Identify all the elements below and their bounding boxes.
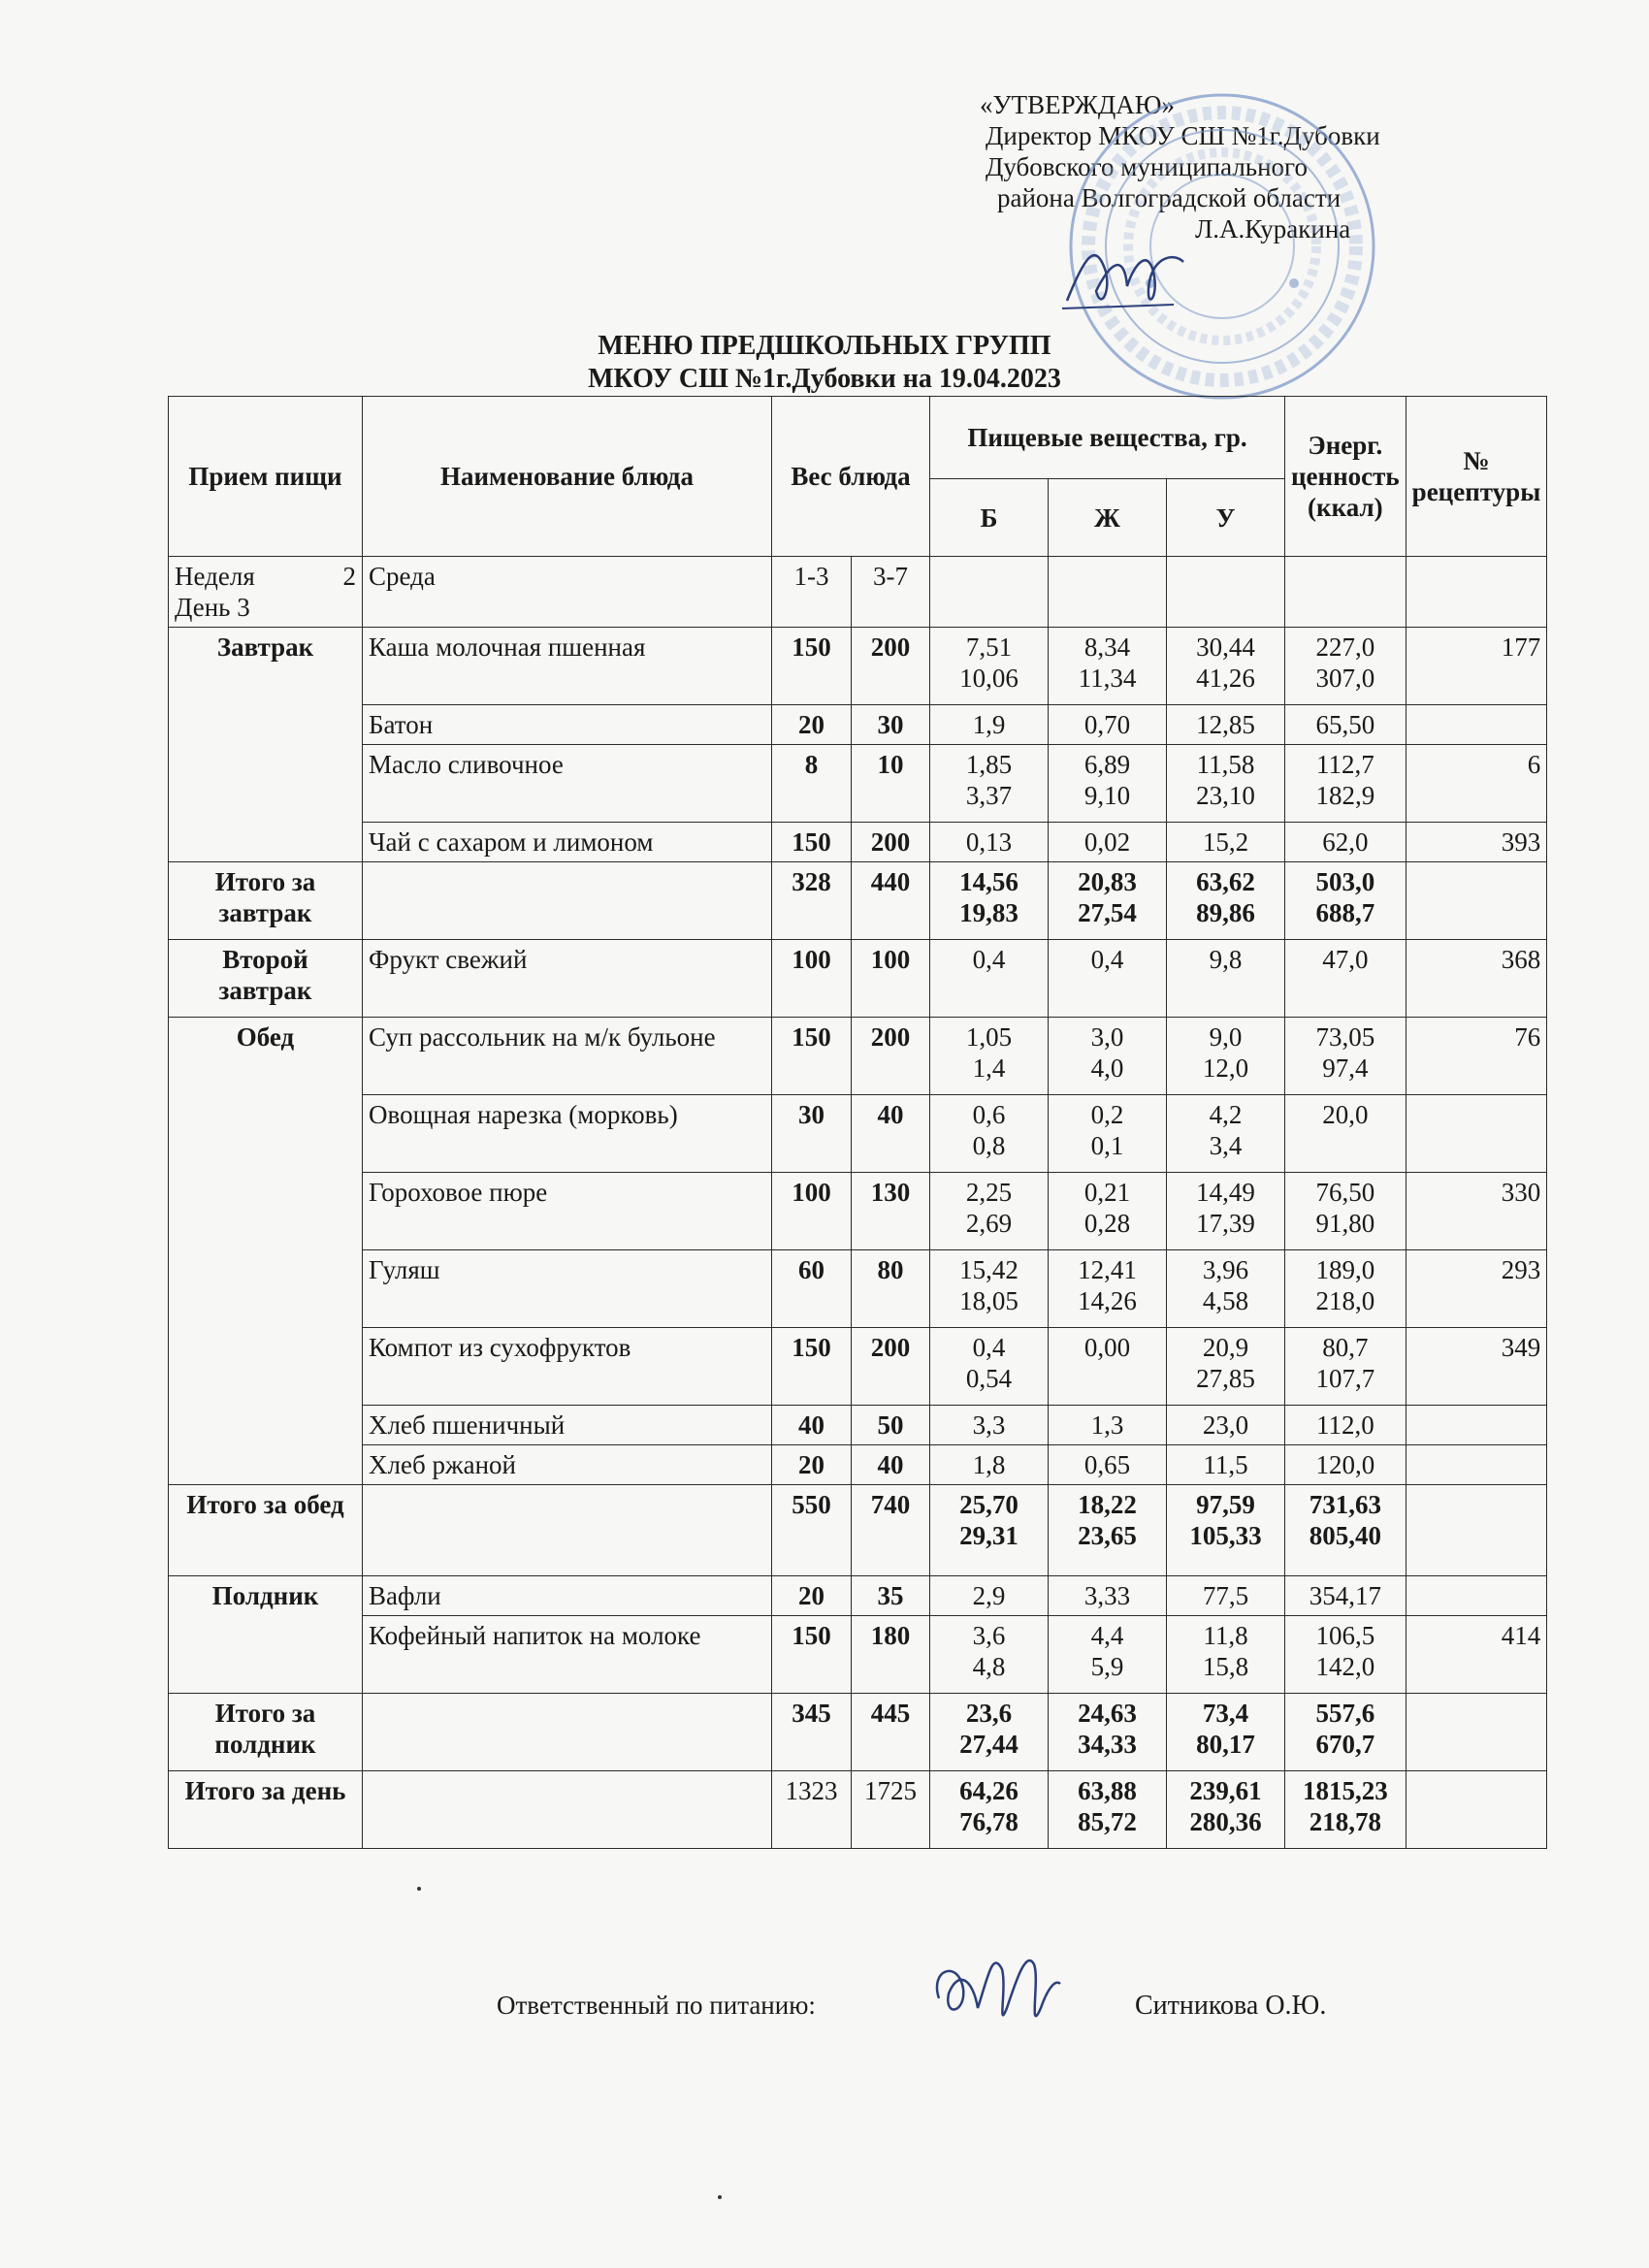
energy-cell bbox=[1285, 745, 1406, 823]
recipe-number bbox=[1406, 1095, 1547, 1173]
fat-1-3: 24,63 bbox=[1078, 1699, 1137, 1728]
energy-1-3: 73,05 bbox=[1315, 1022, 1375, 1052]
energy-3-7: 688,7 bbox=[1315, 898, 1375, 927]
energy-cell bbox=[1285, 1328, 1406, 1406]
protein-1-3: 23,6 bbox=[965, 1699, 1013, 1728]
carbs-1-3: 97,59 bbox=[1196, 1490, 1255, 1519]
energy-cell bbox=[1285, 628, 1406, 705]
fat-cell bbox=[1049, 1694, 1167, 1771]
energy-1-3: 227,0 bbox=[1315, 632, 1375, 662]
weight-1-3: 8 bbox=[772, 745, 852, 823]
carbs-3-7: 23,10 bbox=[1196, 781, 1255, 810]
responsible-name: Ситникова О.Ю. bbox=[1135, 1991, 1327, 2021]
fat-3-7: 34,33 bbox=[1078, 1730, 1137, 1759]
carbs-cell bbox=[1167, 1694, 1285, 1771]
carbs-1-3: 9,0 bbox=[1209, 1022, 1243, 1052]
table-row bbox=[169, 940, 1547, 1018]
energy-1-3: 112,7 bbox=[1315, 750, 1374, 779]
energy-cell bbox=[1285, 1694, 1406, 1771]
fat-cell bbox=[1049, 745, 1167, 823]
dish-name: Компот из сухофруктов bbox=[363, 1328, 772, 1406]
energy-1-3: 47,0 bbox=[1285, 940, 1406, 1018]
weight-1-3: 60 bbox=[772, 1250, 852, 1328]
fat-3-7: 85,72 bbox=[1078, 1807, 1137, 1836]
protein-cell bbox=[930, 1694, 1049, 1771]
recipe-number: 349 bbox=[1406, 1328, 1547, 1406]
protein-cell bbox=[930, 1616, 1049, 1694]
week-row bbox=[169, 557, 1547, 628]
table-row bbox=[169, 823, 1547, 862]
fat-1-3: 12,41 bbox=[1078, 1255, 1137, 1284]
protein-3-7: 29,31 bbox=[959, 1521, 1018, 1550]
header-meal: Прием пищи bbox=[169, 397, 363, 557]
protein-1-3: 64,26 bbox=[959, 1776, 1018, 1805]
age-group-1: 1-3 bbox=[772, 557, 852, 628]
carbs-3-7: 280,36 bbox=[1189, 1807, 1262, 1836]
dish-name: Кофейный напиток на молоке bbox=[363, 1616, 772, 1694]
header-dish: Наименование блюда bbox=[363, 397, 772, 557]
total-label: Итого за день bbox=[169, 1771, 363, 1849]
weight-3-7: 10 bbox=[852, 745, 930, 823]
menu-subtitle: МКОУ СШ №1г.Дубовки на 19.04.2023 bbox=[588, 364, 1061, 394]
fat-3-7: 23,65 bbox=[1078, 1521, 1137, 1550]
fat-3-7: 0,28 bbox=[1083, 1209, 1131, 1238]
weight-1-3: 150 bbox=[772, 823, 852, 862]
protein-cell bbox=[930, 745, 1049, 823]
fat-cell bbox=[1049, 1173, 1167, 1250]
energy-1-3: 354,17 bbox=[1285, 1576, 1406, 1616]
recipe-number: 177 bbox=[1406, 628, 1547, 705]
dish-name: Гуляш bbox=[363, 1250, 772, 1328]
energy-cell bbox=[1285, 1250, 1406, 1328]
carbs-cell bbox=[1167, 1485, 1285, 1576]
protein-1-3: 7,51 bbox=[965, 632, 1013, 662]
table-row bbox=[169, 1445, 1547, 1485]
lunch-total-row bbox=[169, 1485, 1547, 1576]
week-number: 2 bbox=[342, 562, 356, 591]
recipe-number: 414 bbox=[1406, 1616, 1547, 1694]
header-nutrients: Пищевые вещества, гр. bbox=[930, 397, 1285, 479]
header-weight: Вес блюда bbox=[772, 397, 930, 557]
fat-1-3: 20,83 bbox=[1078, 867, 1137, 896]
table-row bbox=[169, 1250, 1547, 1328]
carbs-3-7: 4,58 bbox=[1202, 1286, 1249, 1315]
table-row bbox=[169, 745, 1547, 823]
weight-1-3: 100 bbox=[772, 1173, 852, 1250]
weight-3-7: 30 bbox=[852, 705, 930, 745]
carbs-1-3: 14,49 bbox=[1196, 1178, 1255, 1207]
total-label: Итого за завтрак bbox=[169, 862, 363, 940]
fat-cell bbox=[1049, 1485, 1167, 1576]
energy-cell bbox=[1285, 1771, 1406, 1849]
protein-1-3: 1,9 bbox=[930, 705, 1049, 745]
weight-3-7: 200 bbox=[852, 1018, 930, 1095]
fat-1-3: 0,02 bbox=[1049, 823, 1167, 862]
day-label: День 3 bbox=[175, 593, 250, 622]
weight-1-3: 150 bbox=[772, 1328, 852, 1406]
recipe-number: 393 bbox=[1406, 823, 1547, 862]
approval-district: Дубовского муниципального bbox=[986, 152, 1308, 181]
dish-name: Овощная нарезка (морковь) bbox=[363, 1095, 772, 1173]
weight-1-3: 1323 bbox=[772, 1771, 852, 1849]
protein-3-7: 10,06 bbox=[959, 664, 1018, 693]
fat-1-3: 4,4 bbox=[1090, 1621, 1124, 1650]
carbs-1-3: 15,2 bbox=[1167, 823, 1285, 862]
fat-1-3: 0,21 bbox=[1083, 1178, 1131, 1207]
carbs-cell bbox=[1167, 1250, 1285, 1328]
protein-1-3: 2,9 bbox=[930, 1576, 1049, 1616]
protein-1-3: 3,6 bbox=[972, 1621, 1006, 1650]
meal-snack: Полдник bbox=[169, 1576, 363, 1694]
approval-position: Директор МКОУ СШ №1г.Дубовки bbox=[986, 121, 1380, 150]
carbs-1-3: 11,5 bbox=[1167, 1445, 1285, 1485]
table-row bbox=[169, 1406, 1547, 1445]
dish-name: Хлеб пшеничный bbox=[363, 1406, 772, 1445]
dish-name: Гороховое пюре bbox=[363, 1173, 772, 1250]
carbs-1-3: 20,9 bbox=[1202, 1333, 1249, 1362]
protein-1-3: 14,56 bbox=[959, 867, 1018, 896]
fat-cell bbox=[1049, 862, 1167, 940]
fat-cell bbox=[1049, 1018, 1167, 1095]
menu-table bbox=[168, 396, 1547, 1849]
recipe-number bbox=[1406, 1576, 1547, 1616]
protein-3-7: 18,05 bbox=[959, 1286, 1018, 1315]
dish-name: Чай с сахаром и лимоном bbox=[363, 823, 772, 862]
weight-3-7: 50 bbox=[852, 1406, 930, 1445]
header-energy: Энерг. ценность (ккал) bbox=[1285, 397, 1406, 557]
carbs-3-7: 105,33 bbox=[1189, 1521, 1262, 1550]
dish-name: Каша молочная пшенная bbox=[363, 628, 772, 705]
energy-cell bbox=[1285, 1173, 1406, 1250]
protein-1-3: 1,05 bbox=[965, 1022, 1013, 1052]
carbs-1-3: 4,2 bbox=[1209, 1100, 1243, 1129]
weight-1-3: 328 bbox=[772, 862, 852, 940]
fat-1-3: 8,34 bbox=[1083, 632, 1131, 662]
weekday-cell: Среда bbox=[363, 557, 772, 628]
energy-cell bbox=[1285, 1616, 1406, 1694]
age-group-2: 3-7 bbox=[852, 557, 930, 628]
weight-1-3: 345 bbox=[772, 1694, 852, 1771]
protein-3-7: 2,69 bbox=[965, 1209, 1013, 1238]
carbs-1-3: 73,4 bbox=[1202, 1699, 1249, 1728]
carbs-1-3: 30,44 bbox=[1196, 632, 1255, 662]
table-row bbox=[169, 1173, 1547, 1250]
table-row bbox=[169, 705, 1547, 745]
protein-1-3: 25,70 bbox=[959, 1490, 1018, 1519]
carbs-1-3: 3,96 bbox=[1202, 1255, 1249, 1284]
recipe-number bbox=[1406, 705, 1547, 745]
energy-3-7: 91,80 bbox=[1315, 1209, 1375, 1238]
fat-3-7: 27,54 bbox=[1078, 898, 1137, 927]
energy-1-3: 112,0 bbox=[1285, 1406, 1406, 1445]
responsible-label: Ответственный по питанию: bbox=[497, 1991, 816, 2020]
carbs-3-7: 12,0 bbox=[1202, 1053, 1249, 1083]
recipe-number: 330 bbox=[1406, 1173, 1547, 1250]
protein-3-7: 1,4 bbox=[972, 1053, 1006, 1083]
recipe-number: 293 bbox=[1406, 1250, 1547, 1328]
weight-3-7: 200 bbox=[852, 628, 930, 705]
carbs-3-7: 3,4 bbox=[1209, 1131, 1243, 1160]
weight-3-7: 1725 bbox=[852, 1771, 930, 1849]
dish-name: Батон bbox=[363, 705, 772, 745]
fat-3-7: 4,0 bbox=[1090, 1053, 1124, 1083]
table-row bbox=[169, 628, 1547, 705]
energy-1-3: 503,0 bbox=[1315, 867, 1375, 896]
header-carbs: У bbox=[1167, 479, 1285, 557]
fat-cell bbox=[1049, 1616, 1167, 1694]
weight-1-3: 30 bbox=[772, 1095, 852, 1173]
fat-1-3: 0,00 bbox=[1049, 1328, 1167, 1406]
protein-1-3: 0,4 bbox=[930, 940, 1049, 1018]
weight-1-3: 20 bbox=[772, 1445, 852, 1485]
protein-1-3: 1,8 bbox=[930, 1445, 1049, 1485]
energy-1-3: 189,0 bbox=[1315, 1255, 1375, 1284]
meal-breakfast: Завтрак bbox=[169, 628, 363, 862]
recipe-number bbox=[1406, 1406, 1547, 1445]
fat-1-3: 0,2 bbox=[1090, 1100, 1124, 1129]
week-cell bbox=[169, 557, 363, 628]
weight-3-7: 180 bbox=[852, 1616, 930, 1694]
protein-1-3: 0,4 bbox=[972, 1333, 1006, 1362]
weight-1-3: 150 bbox=[772, 1616, 852, 1694]
protein-3-7: 4,8 bbox=[972, 1652, 1006, 1681]
dish-name: Хлеб ржаной bbox=[363, 1445, 772, 1485]
recipe-number bbox=[1406, 1445, 1547, 1485]
week-label: Неделя bbox=[175, 562, 255, 591]
protein-cell bbox=[930, 862, 1049, 940]
fat-cell bbox=[1049, 1771, 1167, 1849]
table-row bbox=[169, 1095, 1547, 1173]
fat-cell bbox=[1049, 1250, 1167, 1328]
carbs-1-3: 77,5 bbox=[1167, 1576, 1285, 1616]
fat-3-7: 5,9 bbox=[1090, 1652, 1124, 1681]
carbs-cell bbox=[1167, 1018, 1285, 1095]
director-signature bbox=[1057, 233, 1193, 320]
approval-signer: Л.А.Куракина bbox=[1195, 214, 1351, 243]
total-label: Итого за полдник bbox=[169, 1694, 363, 1771]
weight-3-7: 200 bbox=[852, 823, 930, 862]
protein-1-3: 2,25 bbox=[965, 1178, 1013, 1207]
protein-cell bbox=[930, 1095, 1049, 1173]
protein-3-7: 27,44 bbox=[959, 1730, 1018, 1759]
carbs-1-3: 9,8 bbox=[1167, 940, 1285, 1018]
recipe-number: 6 bbox=[1406, 745, 1547, 823]
carbs-1-3: 11,58 bbox=[1196, 750, 1255, 779]
fat-1-3: 0,70 bbox=[1049, 705, 1167, 745]
carbs-1-3: 239,61 bbox=[1189, 1776, 1262, 1805]
weight-3-7: 100 bbox=[852, 940, 930, 1018]
fat-1-3: 3,33 bbox=[1049, 1576, 1167, 1616]
weight-1-3: 150 bbox=[772, 1018, 852, 1095]
carbs-1-3: 63,62 bbox=[1196, 867, 1255, 896]
energy-1-3: 120,0 bbox=[1285, 1445, 1406, 1485]
snack-total-row bbox=[169, 1694, 1547, 1771]
energy-3-7: 97,4 bbox=[1322, 1053, 1369, 1083]
energy-1-3: 76,50 bbox=[1315, 1178, 1375, 1207]
fat-3-7: 11,34 bbox=[1078, 664, 1137, 693]
carbs-1-3: 12,85 bbox=[1167, 705, 1285, 745]
table-row bbox=[169, 1576, 1547, 1616]
fat-1-3: 0,65 bbox=[1049, 1445, 1167, 1485]
energy-cell bbox=[1285, 1018, 1406, 1095]
dish-name: Суп рассольник на м/к бульоне bbox=[363, 1018, 772, 1095]
carbs-3-7: 15,8 bbox=[1202, 1652, 1249, 1681]
meal-second-breakfast: Второй завтрак bbox=[169, 940, 363, 1018]
weight-3-7: 40 bbox=[852, 1095, 930, 1173]
header-fat: Ж bbox=[1049, 479, 1167, 557]
fat-3-7: 14,26 bbox=[1078, 1286, 1137, 1315]
table-row bbox=[169, 1018, 1547, 1095]
responsible-signature bbox=[920, 1940, 1065, 2047]
energy-3-7: 218,0 bbox=[1315, 1286, 1375, 1315]
energy-3-7: 218,78 bbox=[1309, 1807, 1381, 1836]
energy-3-7: 670,7 bbox=[1315, 1730, 1375, 1759]
energy-3-7: 142,0 bbox=[1315, 1652, 1375, 1681]
carbs-1-3: 11,8 bbox=[1203, 1621, 1248, 1650]
table-row bbox=[169, 1328, 1547, 1406]
approval-header: «УТВЕРЖДАЮ» bbox=[980, 90, 1176, 119]
energy-3-7: 307,0 bbox=[1315, 664, 1375, 693]
weight-1-3: 20 bbox=[772, 705, 852, 745]
protein-3-7: 19,83 bbox=[959, 898, 1018, 927]
energy-3-7: 805,40 bbox=[1309, 1521, 1381, 1550]
total-label: Итого за обед bbox=[169, 1485, 363, 1576]
energy-3-7: 107,7 bbox=[1315, 1364, 1375, 1393]
protein-1-3: 15,42 bbox=[959, 1255, 1018, 1284]
fat-3-7: 9,10 bbox=[1083, 781, 1131, 810]
carbs-cell bbox=[1167, 1771, 1285, 1849]
energy-1-3: 65,50 bbox=[1285, 705, 1406, 745]
carbs-cell bbox=[1167, 628, 1285, 705]
carbs-cell bbox=[1167, 862, 1285, 940]
fat-1-3: 0,4 bbox=[1049, 940, 1167, 1018]
weight-3-7: 40 bbox=[852, 1445, 930, 1485]
weight-1-3: 20 bbox=[772, 1576, 852, 1616]
carbs-3-7: 17,39 bbox=[1196, 1209, 1255, 1238]
fat-1-3: 1,3 bbox=[1049, 1406, 1167, 1445]
weight-3-7: 445 bbox=[852, 1694, 930, 1771]
fat-1-3: 63,88 bbox=[1078, 1776, 1137, 1805]
dish-name: Фрукт свежий bbox=[363, 940, 772, 1018]
protein-cell bbox=[930, 628, 1049, 705]
energy-1-3: 80,7 bbox=[1322, 1333, 1369, 1362]
energy-1-3: 731,63 bbox=[1309, 1490, 1381, 1519]
weight-1-3: 40 bbox=[772, 1406, 852, 1445]
protein-3-7: 76,78 bbox=[959, 1807, 1018, 1836]
table-row bbox=[169, 1616, 1547, 1694]
protein-cell bbox=[930, 1018, 1049, 1095]
protein-3-7: 0,54 bbox=[965, 1364, 1013, 1393]
meal-lunch: Обед bbox=[169, 1018, 363, 1485]
scan-dot bbox=[417, 1887, 421, 1891]
dish-name: Масло сливочное bbox=[363, 745, 772, 823]
carbs-3-7: 27,85 bbox=[1196, 1364, 1255, 1393]
protein-1-3: 0,13 bbox=[930, 823, 1049, 862]
weight-3-7: 440 bbox=[852, 862, 930, 940]
energy-3-7: 182,9 bbox=[1315, 781, 1375, 810]
protein-1-3: 3,3 bbox=[930, 1406, 1049, 1445]
energy-1-3: 1815,23 bbox=[1302, 1776, 1388, 1805]
carbs-cell bbox=[1167, 1173, 1285, 1250]
header-protein: Б bbox=[930, 479, 1049, 557]
carbs-3-7: 89,86 bbox=[1196, 898, 1255, 927]
protein-cell bbox=[930, 1328, 1049, 1406]
energy-cell bbox=[1285, 862, 1406, 940]
approval-region: района Волгоградской области bbox=[997, 183, 1342, 212]
fat-1-3: 6,89 bbox=[1083, 750, 1131, 779]
carbs-3-7: 41,26 bbox=[1196, 664, 1255, 693]
weight-1-3: 100 bbox=[772, 940, 852, 1018]
protein-3-7: 3,37 bbox=[965, 781, 1013, 810]
weight-3-7: 740 bbox=[852, 1485, 930, 1576]
protein-1-3: 0,6 bbox=[972, 1100, 1006, 1129]
energy-1-3: 62,0 bbox=[1285, 823, 1406, 862]
protein-3-7: 0,8 bbox=[972, 1131, 1006, 1160]
energy-1-3: 557,6 bbox=[1315, 1699, 1375, 1728]
day-total-row bbox=[169, 1771, 1547, 1849]
scan-dot bbox=[718, 2195, 722, 2199]
carbs-1-3: 23,0 bbox=[1167, 1406, 1285, 1445]
header-recipe: № рецептуры bbox=[1406, 397, 1547, 557]
recipe-number: 76 bbox=[1406, 1018, 1547, 1095]
fat-cell bbox=[1049, 628, 1167, 705]
weight-1-3: 550 bbox=[772, 1485, 852, 1576]
carbs-cell bbox=[1167, 1328, 1285, 1406]
protein-cell bbox=[930, 1485, 1049, 1576]
carbs-cell bbox=[1167, 745, 1285, 823]
carbs-cell bbox=[1167, 1616, 1285, 1694]
fat-3-7: 0,1 bbox=[1090, 1131, 1124, 1160]
menu-title: МЕНЮ ПРЕДШКОЛЬНЫХ ГРУПП bbox=[598, 331, 1051, 361]
carbs-cell bbox=[1167, 1095, 1285, 1173]
weight-3-7: 35 bbox=[852, 1576, 930, 1616]
protein-cell bbox=[930, 1771, 1049, 1849]
weight-1-3: 150 bbox=[772, 628, 852, 705]
recipe-number: 368 bbox=[1406, 940, 1547, 1018]
carbs-3-7: 80,17 bbox=[1196, 1730, 1255, 1759]
fat-1-3: 18,22 bbox=[1078, 1490, 1137, 1519]
fat-1-3: 3,0 bbox=[1090, 1022, 1124, 1052]
protein-cell bbox=[930, 1250, 1049, 1328]
protein-cell bbox=[930, 1173, 1049, 1250]
breakfast-total-row bbox=[169, 862, 1547, 940]
energy-cell bbox=[1285, 1485, 1406, 1576]
weight-3-7: 200 bbox=[852, 1328, 930, 1406]
weight-3-7: 130 bbox=[852, 1173, 930, 1250]
energy-1-3: 20,0 bbox=[1285, 1095, 1406, 1173]
fat-cell bbox=[1049, 1095, 1167, 1173]
dish-name: Вафли bbox=[363, 1576, 772, 1616]
energy-1-3: 106,5 bbox=[1315, 1621, 1375, 1650]
protein-1-3: 1,85 bbox=[965, 750, 1013, 779]
weight-3-7: 80 bbox=[852, 1250, 930, 1328]
